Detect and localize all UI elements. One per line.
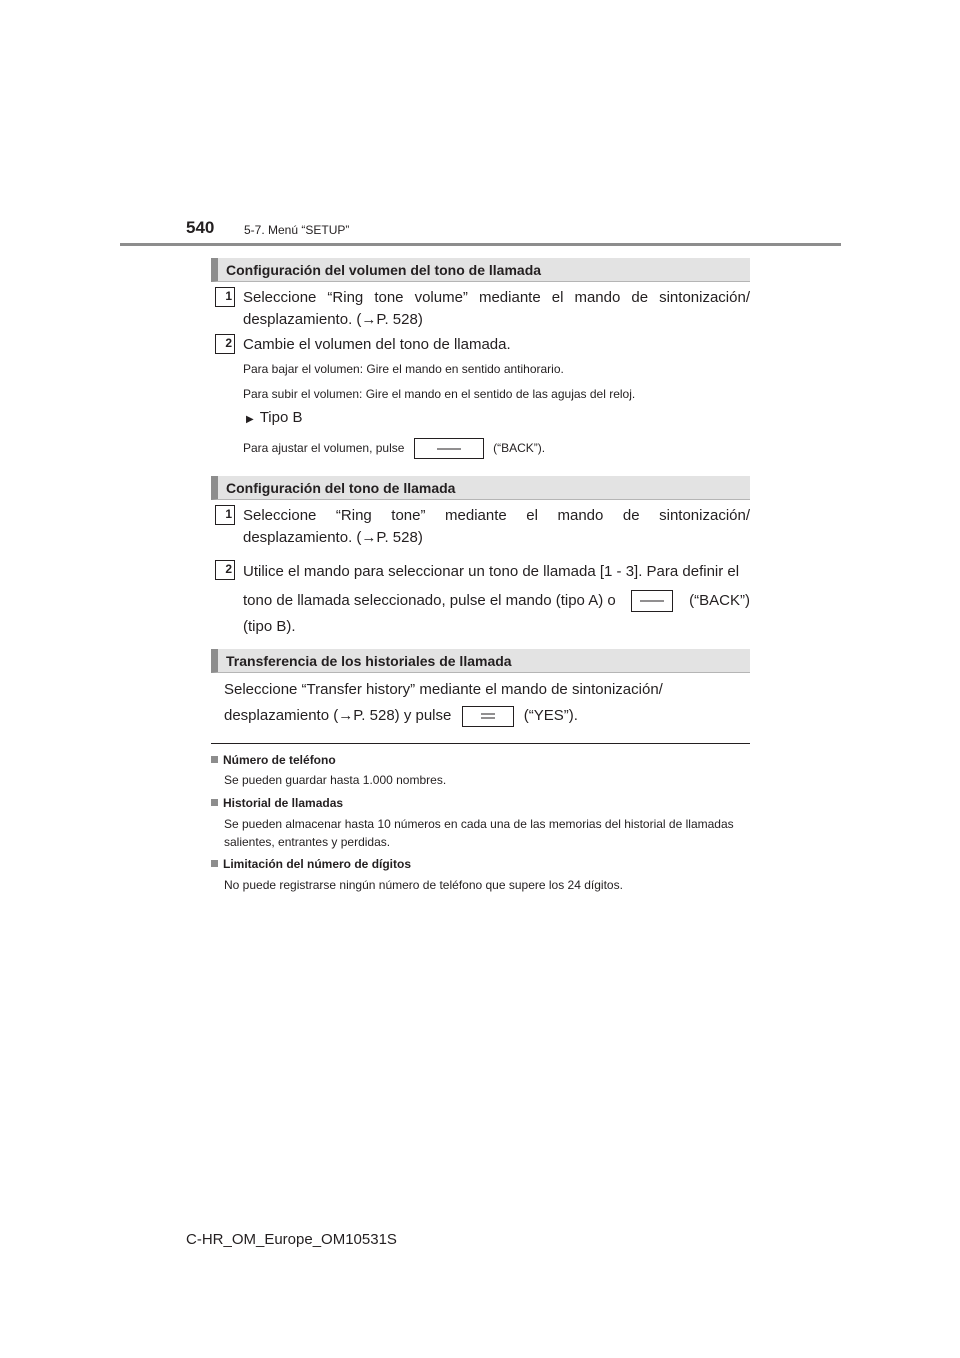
step-number-1: 1 xyxy=(215,505,235,525)
equals-icon xyxy=(481,714,495,719)
history-text-before: desplazamiento (→P. 528) y pulse xyxy=(224,707,452,724)
section-heading-ringtone-volume: Configuración del volumen del tono de llamada xyxy=(211,258,750,282)
back-button[interactable] xyxy=(414,438,484,459)
note-title xyxy=(211,752,336,768)
adjust-volume-line xyxy=(243,438,545,459)
dash-icon xyxy=(640,601,664,602)
step-text-before: tono de llamada seleccionado, pulse el mando (tipo A) o xyxy=(243,592,616,609)
instruction-lower-volume: Para bajar el volumen: Gire el mando en sentido antihorario. xyxy=(243,362,564,376)
note-body: No puede registrarse ningún número de teléfono que supere los 24 dígitos. xyxy=(224,878,623,892)
chapter-title: 5-7. Menú “SETUP” xyxy=(244,223,350,237)
step-text: Utilice el mando para seleccionar un tono de llamada [1 - 3]. Para definir el xyxy=(243,563,740,580)
footer-doc-id: C-HR_OM_Europe_OM10531S xyxy=(186,1231,397,1248)
step-text-line xyxy=(243,590,750,612)
section-heading-ringtone: Configuración del tono de llamada xyxy=(211,476,750,500)
triangle-bullet-icon: ▶ xyxy=(246,414,254,425)
history-text-after: (“YES”). xyxy=(523,707,578,724)
note-title xyxy=(211,856,411,872)
step-text-after: (“BACK”) xyxy=(689,592,750,609)
history-text: Seleccione “Transfer history” mediante el mando de sintonización/ xyxy=(224,681,663,698)
notes-divider xyxy=(211,743,750,744)
step-text: Seleccione “Ring tone volume” mediante el mando de sintonización/ desplazamiento. (→P. 528) xyxy=(243,289,750,328)
type-b-label xyxy=(246,409,303,426)
step-text: (tipo B). xyxy=(243,618,296,635)
note-title-text: Historial de llamadas xyxy=(223,796,344,810)
back-button[interactable] xyxy=(631,590,673,612)
note-title-text: Número de teléfono xyxy=(223,753,336,767)
adjust-text-after: (“BACK”). xyxy=(493,441,546,455)
yes-button[interactable] xyxy=(462,706,514,727)
section-heading-history: Transferencia de los historiales de llamada xyxy=(211,649,750,673)
step-number-2: 2 xyxy=(215,334,235,354)
step-text: Cambie el volumen del tono de llamada. xyxy=(243,336,511,353)
note-body: Se pueden almacenar hasta 10 números en cada una de las memorias del historial de llamadas salientes, entrantes y perdidas. xyxy=(224,817,734,849)
page-number: 540 xyxy=(186,218,215,237)
step-number-2: 2 xyxy=(215,560,235,580)
step-number-1: 1 xyxy=(215,287,235,307)
header-rule xyxy=(120,243,841,246)
note-body: Se pueden guardar hasta 1.000 nombres. xyxy=(224,773,447,787)
dash-icon xyxy=(437,448,461,449)
square-bullet-icon xyxy=(211,860,218,867)
note-title-text: Limitación del número de dígitos xyxy=(223,857,412,871)
step-text: Seleccione “Ring tone” mediante el mando de sintonización/ desplazamiento. (→P. 528) xyxy=(243,507,750,546)
history-text-line xyxy=(224,705,578,727)
type-b-text: Tipo B xyxy=(259,409,303,426)
square-bullet-icon xyxy=(211,756,218,763)
adjust-text: Para ajustar el volumen, pulse xyxy=(243,441,405,455)
square-bullet-icon xyxy=(211,799,218,806)
instruction-raise-volume: Para subir el volumen: Gire el mando en el sentido de las agujas del reloj. xyxy=(243,387,636,401)
note-title xyxy=(211,795,343,811)
